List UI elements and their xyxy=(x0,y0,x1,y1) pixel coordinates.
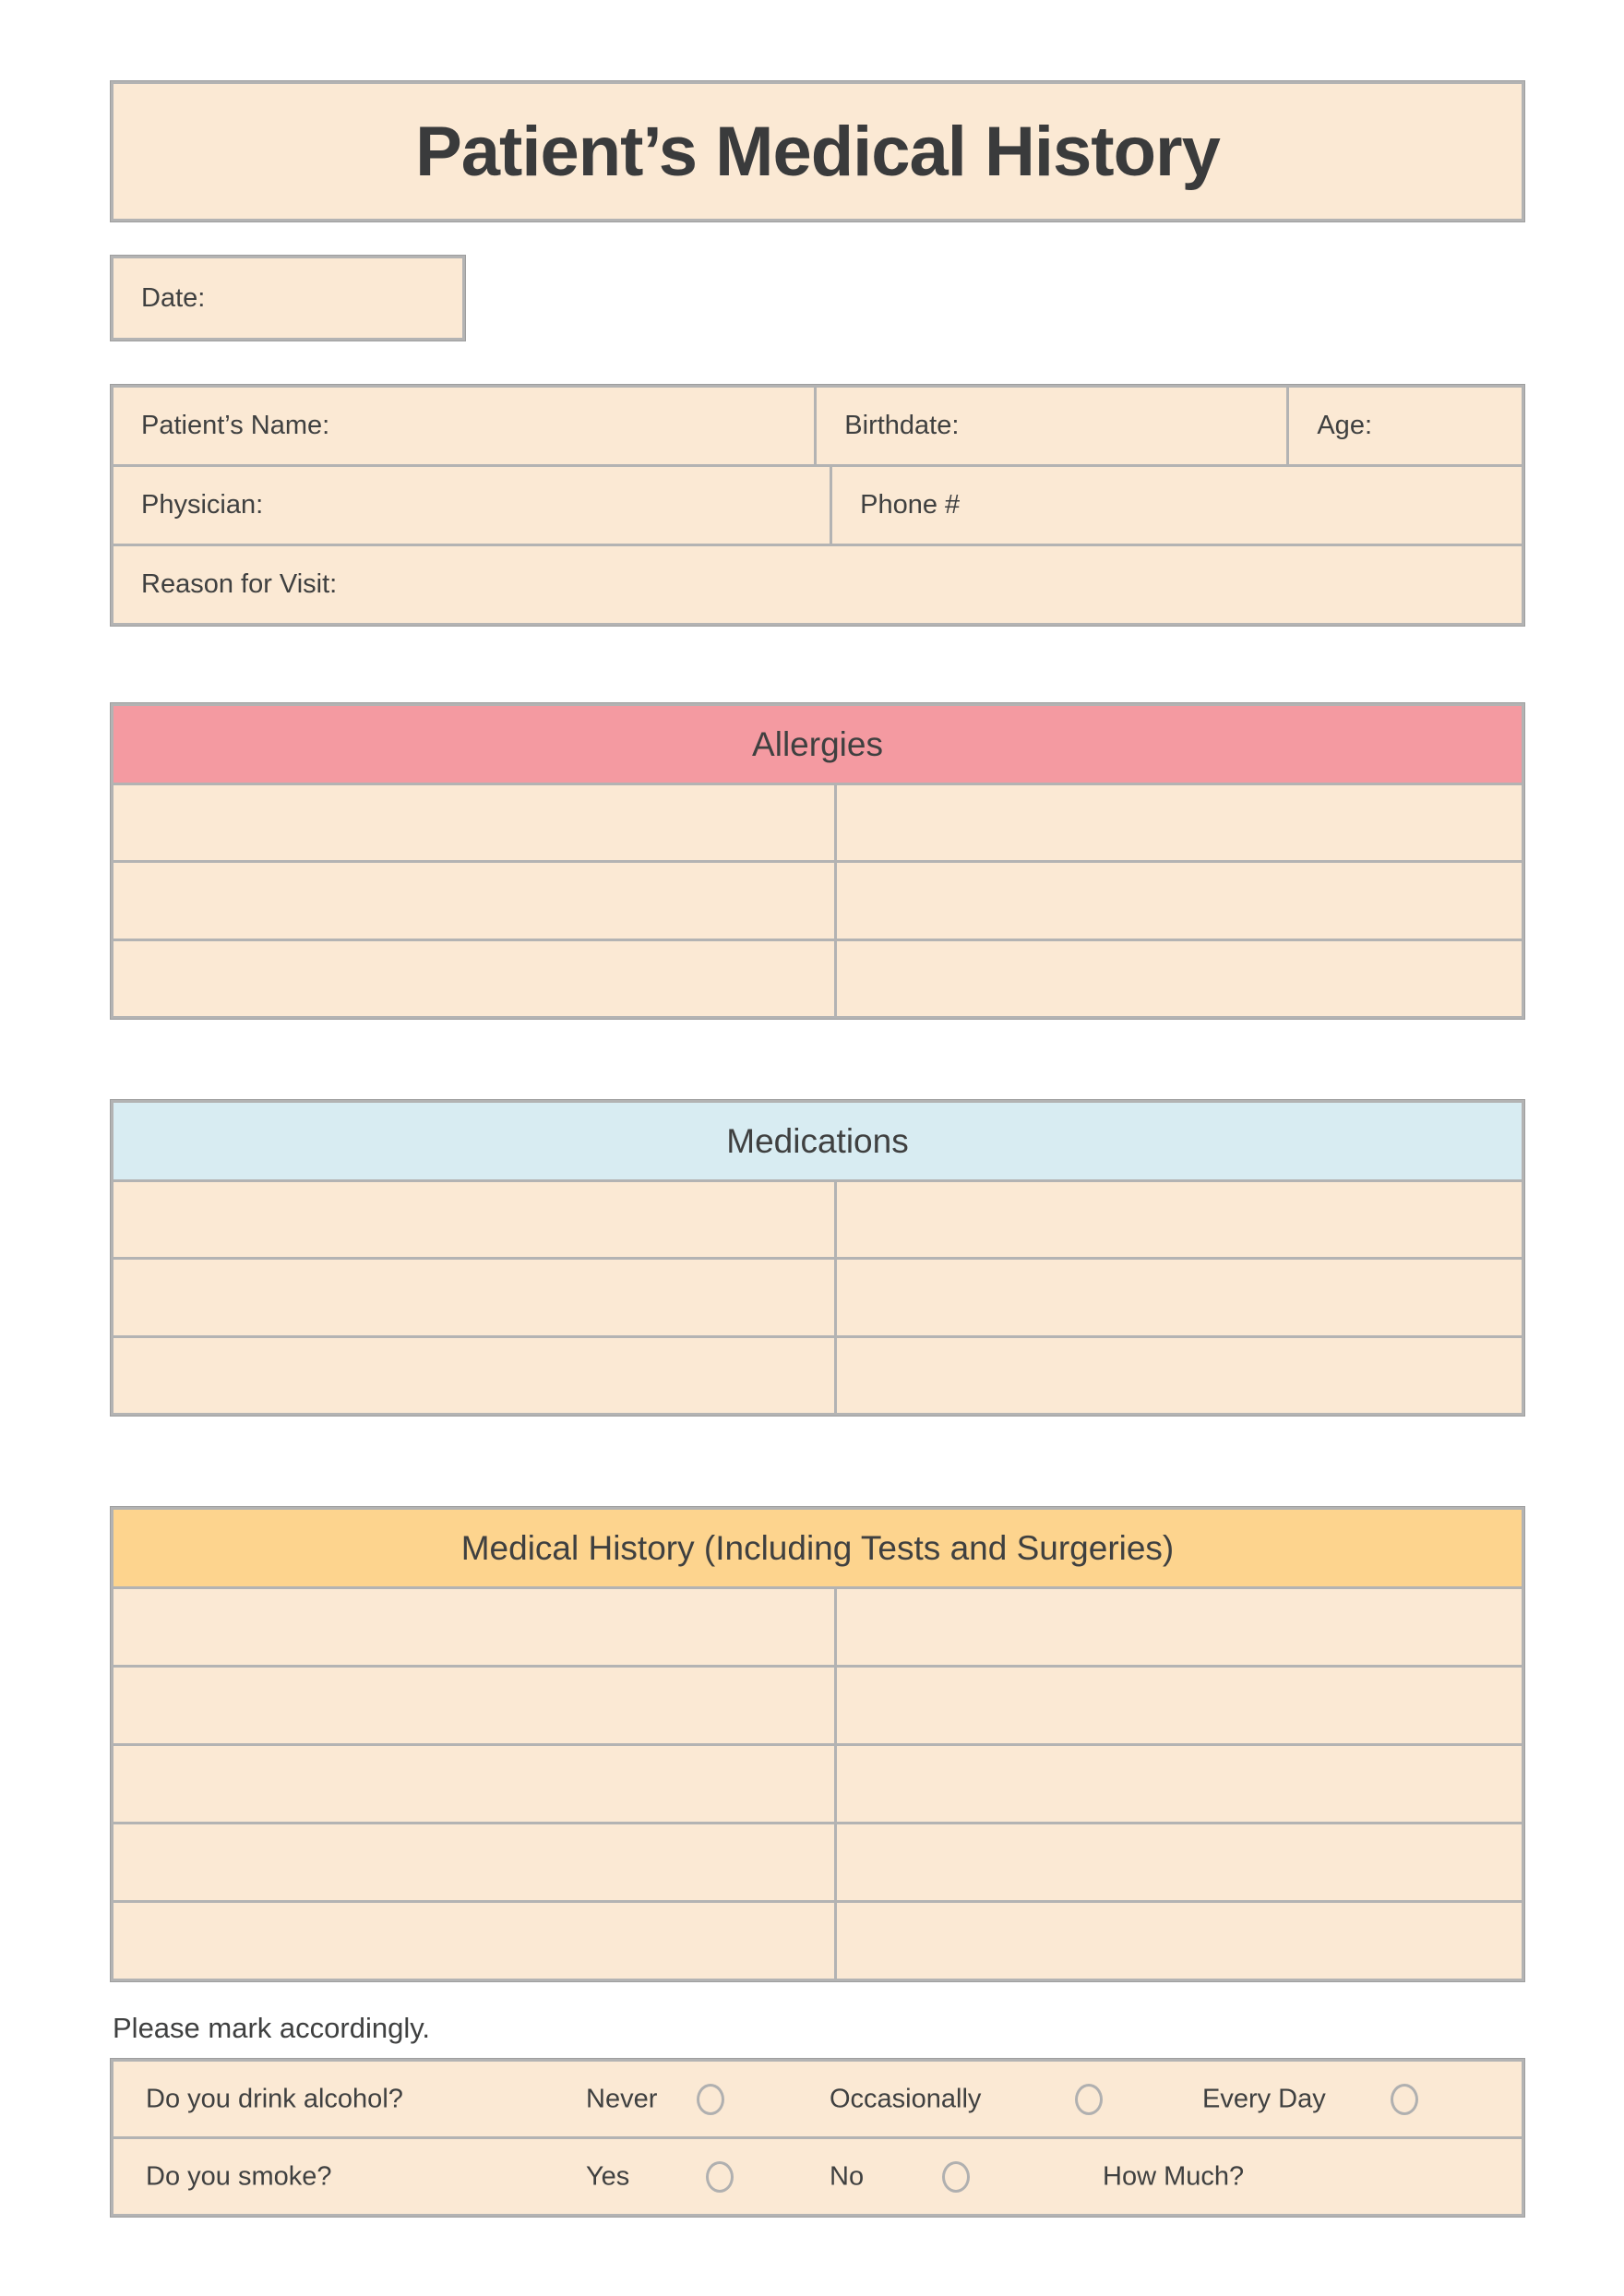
smoke-yes-radio[interactable] xyxy=(706,2161,734,2193)
patient-info-row-1 xyxy=(113,388,1522,464)
smoke-question-cell xyxy=(113,2139,1522,2214)
smoke-no-radio[interactable] xyxy=(942,2161,970,2193)
phone-field[interactable] xyxy=(832,467,1522,544)
alcohol-everyday-radio[interactable] xyxy=(1391,2084,1418,2115)
physician-field[interactable] xyxy=(113,467,830,544)
allergies-input-cell[interactable] xyxy=(837,785,1522,860)
alcohol-occasionally-radio[interactable] xyxy=(1075,2084,1103,2115)
medications-input-cell[interactable] xyxy=(113,1182,834,1257)
medications-header xyxy=(113,1103,1522,1179)
age-field[interactable] xyxy=(1289,388,1522,464)
medical-history-row xyxy=(113,1824,1522,1900)
smoke-question-row xyxy=(113,2139,1522,2214)
medical-history-input-cell[interactable] xyxy=(113,1668,834,1743)
allergies-input-cell[interactable] xyxy=(837,863,1522,938)
medical-history-table xyxy=(111,1507,1524,1981)
medical-history-title: Medical History (Including Tests and Surgeries) xyxy=(460,1528,1175,1567)
medications-table xyxy=(111,1100,1524,1416)
allergies-row xyxy=(113,863,1522,938)
allergies-input-cell[interactable] xyxy=(113,785,834,860)
alcohol-option-occasionally-label: Occasionally xyxy=(830,2084,982,2113)
medical-history-input-cell[interactable] xyxy=(837,1668,1522,1743)
medical-history-row xyxy=(113,1746,1522,1822)
age-label: Age: xyxy=(1317,411,1373,440)
lifestyle-questions-table xyxy=(111,2059,1524,2217)
patient-info-table xyxy=(111,385,1524,626)
medications-input-cell[interactable] xyxy=(113,1260,834,1334)
physician-label: Physician: xyxy=(141,490,264,520)
birthdate-field[interactable] xyxy=(817,388,1286,464)
smoke-question-label: Do you smoke? xyxy=(146,2161,332,2191)
medical-history-input-cell[interactable] xyxy=(113,1903,834,1979)
allergies-header xyxy=(113,706,1522,783)
medications-input-cell[interactable] xyxy=(837,1338,1522,1413)
page-title: Patient’s Medical History xyxy=(415,112,1220,191)
alcohol-question-row xyxy=(113,2062,1522,2136)
alcohol-question-label: Do you drink alcohol? xyxy=(146,2084,403,2113)
date-label: Date: xyxy=(141,282,206,313)
allergies-input-cell[interactable] xyxy=(113,941,834,1016)
allergies-row xyxy=(113,785,1522,860)
medical-history-row xyxy=(113,1589,1522,1665)
smoke-option-yes-label: Yes xyxy=(586,2161,630,2191)
medical-history-input-cell[interactable] xyxy=(113,1589,834,1665)
allergies-input-cell[interactable] xyxy=(837,941,1522,1016)
medical-history-input-cell[interactable] xyxy=(113,1746,834,1822)
allergies-input-cell[interactable] xyxy=(113,863,834,938)
date-field[interactable] xyxy=(111,256,465,341)
medications-row xyxy=(113,1182,1522,1257)
reason-for-visit-label: Reason for Visit: xyxy=(141,569,338,599)
allergies-row xyxy=(113,941,1522,1016)
alcohol-option-never-label: Never xyxy=(586,2084,658,2113)
medical-history-input-cell[interactable] xyxy=(113,1824,834,1900)
alcohol-question-cell xyxy=(113,2062,1522,2136)
medications-input-cell[interactable] xyxy=(113,1338,834,1413)
form-title-box xyxy=(111,81,1524,221)
patient-name-field[interactable] xyxy=(113,388,814,464)
medications-row xyxy=(113,1338,1522,1413)
mark-accordingly-note: Please mark accordingly. xyxy=(113,2012,431,2044)
patient-info-row-3 xyxy=(113,546,1522,623)
alcohol-never-radio[interactable] xyxy=(697,2084,724,2115)
allergies-title: Allergies xyxy=(752,724,883,763)
medical-history-input-cell[interactable] xyxy=(837,1589,1522,1665)
medical-history-input-cell[interactable] xyxy=(837,1824,1522,1900)
medications-input-cell[interactable] xyxy=(837,1182,1522,1257)
medical-history-input-cell[interactable] xyxy=(837,1746,1522,1822)
medical-history-row xyxy=(113,1668,1522,1743)
medications-input-cell[interactable] xyxy=(837,1260,1522,1334)
medications-row xyxy=(113,1260,1522,1334)
birthdate-label: Birthdate: xyxy=(844,411,960,440)
medical-history-header xyxy=(113,1510,1522,1586)
medications-title: Medications xyxy=(726,1121,909,1160)
medical-history-input-cell[interactable] xyxy=(837,1903,1522,1979)
smoke-how-much-label: How Much? xyxy=(1103,2161,1245,2191)
reason-for-visit-field[interactable] xyxy=(113,546,1522,623)
patient-name-label: Patient’s Name: xyxy=(141,411,330,440)
allergies-table xyxy=(111,703,1524,1019)
patient-info-row-2 xyxy=(113,467,1522,544)
medical-history-row xyxy=(113,1903,1522,1979)
smoke-option-no-label: No xyxy=(830,2161,865,2191)
alcohol-option-everyday-label: Every Day xyxy=(1202,2084,1326,2113)
phone-label: Phone # xyxy=(860,490,961,520)
